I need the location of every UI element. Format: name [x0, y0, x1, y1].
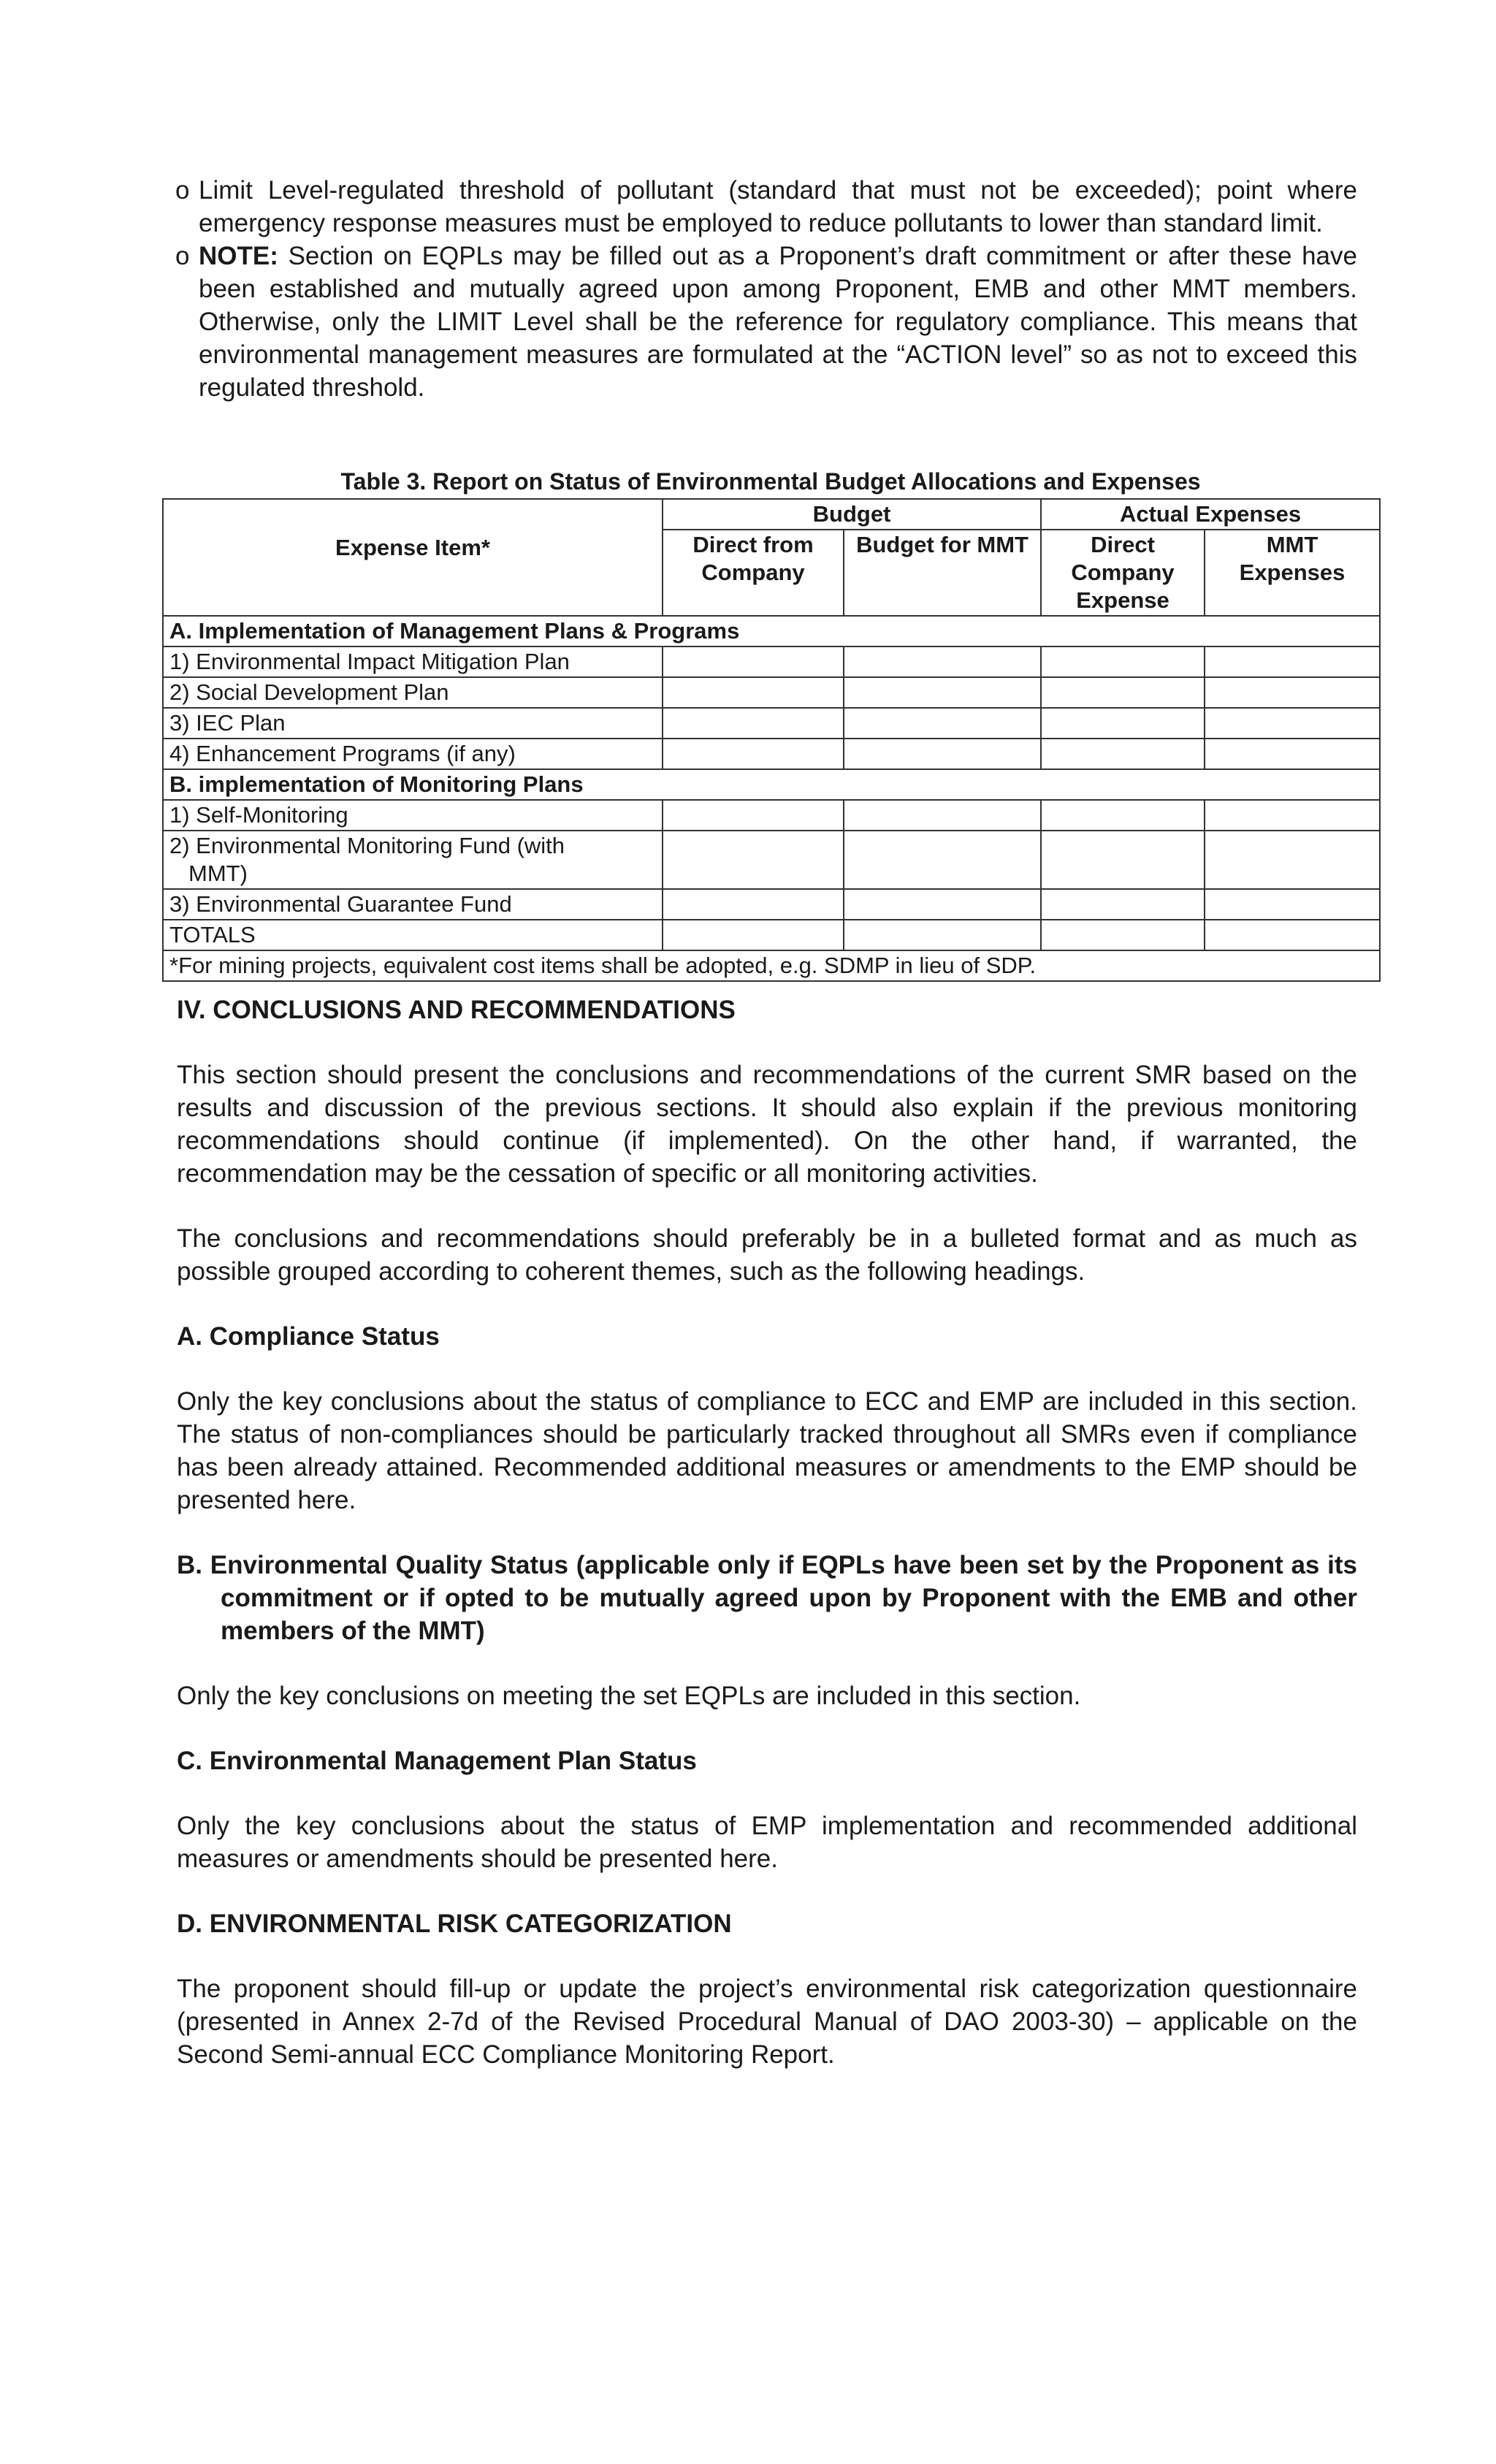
table-cell: [663, 831, 844, 889]
section-iv-heading: IV. CONCLUSIONS AND RECOMMENDATIONS: [177, 996, 736, 1024]
table-cell: [1041, 889, 1205, 920]
emp-status-paragraph: Only the key conclusions about the status of EMP implementation and recommended additional measures or amendments should be presented here.: [177, 1812, 1357, 1873]
compliance-status-paragraph: Only the key conclusions about the status of compliance to ECC and EMP are included in this section. The status of non-compliances should be particularly tracked throughout all SMRs even if compliance has been already attained. Recommended additional measures or amendments to the EMP should be presented here.: [177, 1387, 1357, 1514]
table-cell: [1205, 646, 1380, 677]
header-budget-for-mmt: Budget for MMT: [844, 530, 1041, 616]
totals-label: TOTALS: [163, 920, 663, 950]
note-eqpl: [175, 240, 1357, 404]
table-cell: [844, 800, 1041, 831]
table-cell: [844, 646, 1041, 677]
risk-categorization-paragraph: The proponent should fill-up or update the project’s environmental risk categorization questionnaire (presented in Annex 2-7d of the Revised Procedural Manual of DAO 2003-30) – applicable on the Second Semi-annual ECC Compliance Monitoring Report.: [177, 1975, 1357, 2069]
row-label: 3) IEC Plan: [163, 708, 663, 739]
section-iv-paragraph-1: This section should present the conclusions and recommendations of the current SMR based on the results and discussion of the previous sections. It should also explain if the previous monitoring recommendations should continue (if implemented). On the other hand, if warranted, the recommendation may be the cessation of specific or all monitoring activities.: [177, 1061, 1357, 1188]
header-budget: Budget: [663, 499, 1041, 530]
footnote-row: [163, 950, 1380, 981]
table-cell: [1041, 831, 1205, 889]
table-row: [163, 646, 1380, 677]
header-direct-company-expense: Direct Company Expense: [1041, 530, 1205, 616]
table-row: [163, 800, 1380, 831]
row-label-line: 2) Environmental Monitoring Fund (with: [169, 833, 565, 858]
table-cell: [663, 920, 844, 950]
table-cell: [663, 708, 844, 739]
row-label: 2) Social Development Plan: [163, 677, 663, 708]
row-label: 1) Environmental Impact Mitigation Plan: [163, 646, 663, 677]
table-row: [163, 889, 1380, 920]
table-cell: [1205, 708, 1380, 739]
header-mmt-expenses: MMT Expenses: [1205, 530, 1380, 616]
bullet-marker: o: [175, 176, 190, 205]
section-row-b: [163, 769, 1380, 800]
table-cell: [1205, 800, 1380, 831]
table-footnote: *For mining projects, equivalent cost items shall be adopted, e.g. SDMP in lieu of SDP.: [163, 950, 1380, 981]
table-row: [163, 708, 1380, 739]
budget-table: [162, 498, 1381, 982]
table-cell: [663, 800, 844, 831]
section-a-label: A. Implementation of Management Plans & Programs: [163, 616, 1380, 646]
table-cell: [1041, 646, 1205, 677]
environmental-quality-heading: B. Environmental Quality Status (applicable only if EQPLs have been set by the Proponent as its commitment or if opted to be mutually agreed upon by Proponent with the EMB and other members of the MMT): [177, 1551, 1357, 1645]
section-iv-paragraph-2: The conclusions and recommendations should preferably be in a bulleted format and as much as possible grouped according to coherent themes, such as the following headings.: [177, 1224, 1357, 1286]
note-label: NOTE:: [199, 242, 278, 270]
header-actual-expenses: Actual Expenses: [1041, 499, 1380, 530]
table-cell: [1205, 889, 1380, 920]
table-cell: [663, 889, 844, 920]
row-label-line: MMT): [188, 861, 248, 886]
row-label: 1) Self-Monitoring: [163, 800, 663, 831]
table-cell: [1205, 739, 1380, 769]
totals-row: [163, 920, 1380, 950]
emp-status-heading: C. Environmental Management Plan Status: [177, 1747, 697, 1775]
note-text: Limit Level-regulated threshold of pollutant (standard that must not be exceeded); point where emergency response measures must be employed to reduce pollutants to lower than standard limit.: [199, 176, 1357, 237]
table-cell: [663, 739, 844, 769]
section-row-a: [163, 616, 1380, 646]
row-label: 4) Enhancement Programs (if any): [163, 739, 663, 769]
table-cell: [844, 920, 1041, 950]
table-cell: [844, 831, 1041, 889]
header-direct-from-company: Direct from Company: [663, 530, 844, 616]
bullet-marker: o: [175, 242, 190, 270]
table-row: [163, 739, 1380, 769]
table-cell: [1205, 677, 1380, 708]
table-cell: [844, 708, 1041, 739]
table-row: [163, 677, 1380, 708]
note-limit-level: [175, 174, 1357, 240]
note-text: Section on EQPLs may be filled out as a Proponent’s draft commitment or after these have been established and mutually agreed upon among Proponent, EMB and other MMT members. Otherwise, only the LIMIT Level shall be the reference for regulatory compliance. This means that environmental management measures are formulated at the “ACTION level” so as not to exceed this regulated threshold.: [199, 242, 1357, 402]
header-row-1: [163, 499, 1380, 530]
compliance-status-heading: A. Compliance Status: [177, 1322, 440, 1351]
risk-categorization-heading: D. ENVIRONMENTAL RISK CATEGORIZATION: [177, 1910, 732, 1938]
table-cell: [1205, 831, 1380, 889]
header-expense-item: Expense Item*: [163, 499, 663, 616]
row-label: 3) Environmental Guarantee Fund: [163, 889, 663, 920]
table-caption: Table 3. Report on Status of Environmental Budget Allocations and Expenses: [340, 468, 1201, 495]
notes-list: [175, 174, 1357, 404]
conclusions-section: [177, 993, 1357, 2071]
table-row: [163, 831, 1380, 889]
table-cell: [663, 677, 844, 708]
table-cell: [1041, 677, 1205, 708]
table-cell: [663, 646, 844, 677]
row-label: [163, 831, 663, 889]
table-cell: [1041, 920, 1205, 950]
table-cell: [844, 677, 1041, 708]
table-cell: [1205, 920, 1380, 950]
section-b-label: B. implementation of Monitoring Plans: [163, 769, 1380, 800]
table-cell: [1041, 739, 1205, 769]
table-cell: [844, 739, 1041, 769]
table-cell: [1041, 708, 1205, 739]
table-cell: [1041, 800, 1205, 831]
table-cell: [844, 889, 1041, 920]
environmental-quality-paragraph: Only the key conclusions on meeting the set EQPLs are included in this section.: [177, 1682, 1081, 1710]
